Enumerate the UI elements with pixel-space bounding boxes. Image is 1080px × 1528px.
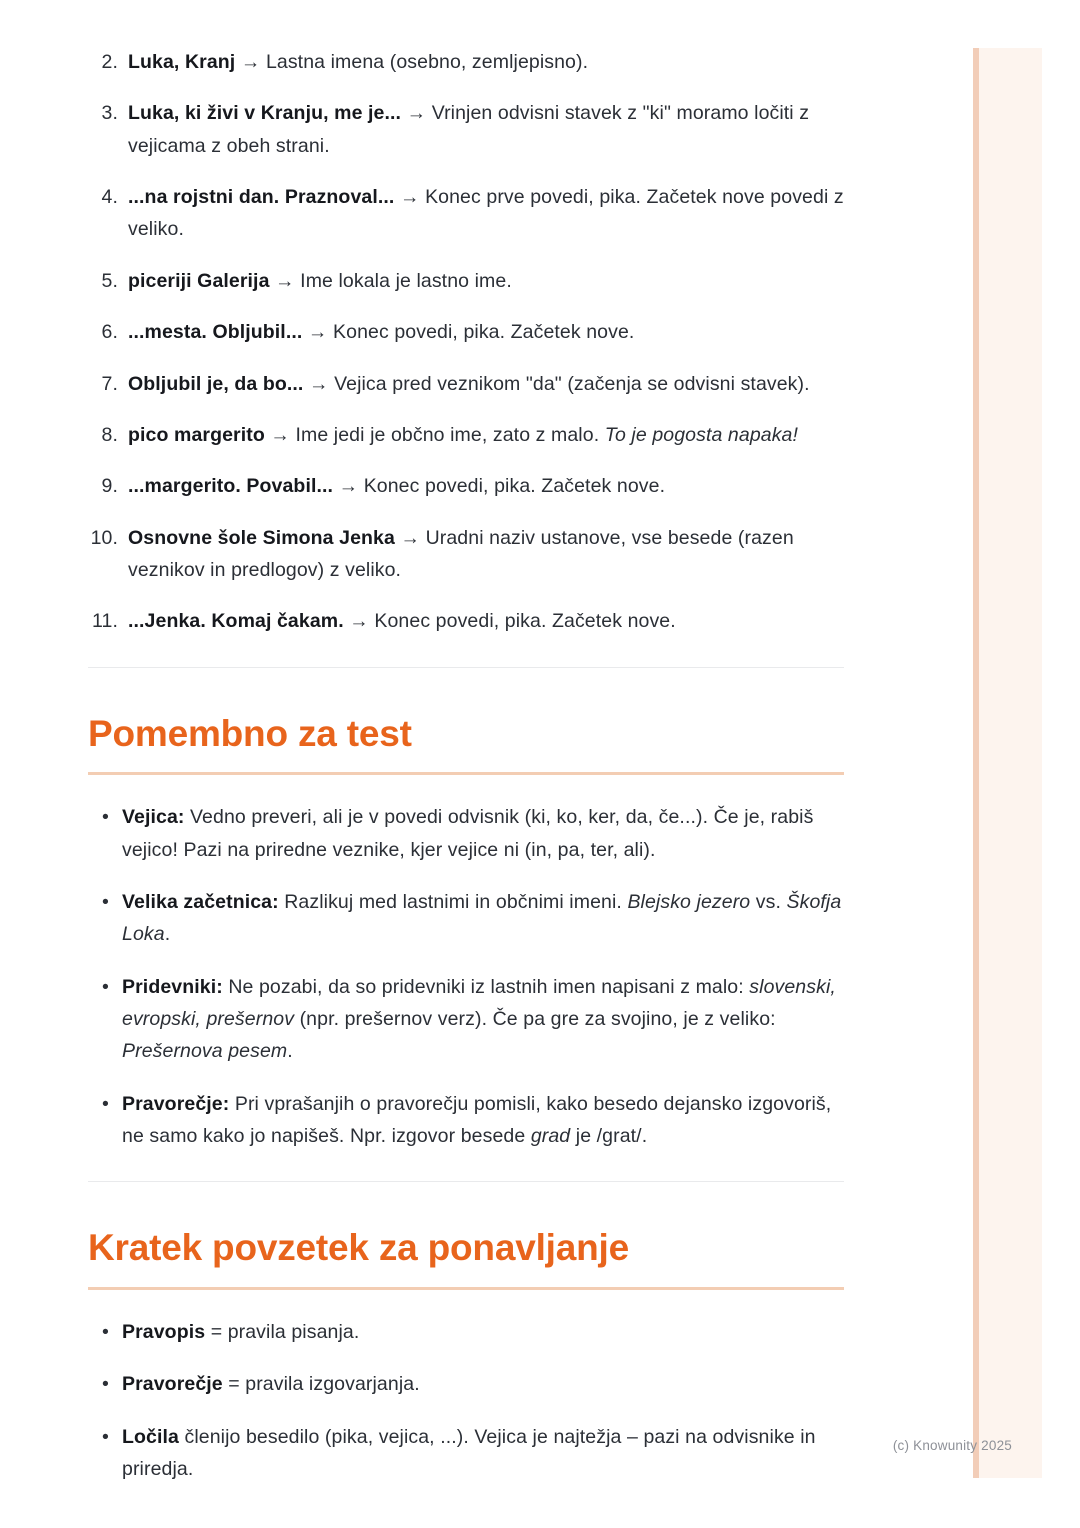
important-list-item [88,971,844,1068]
rule-item-explanation: Konec povedi, pika. Začetek nove. [333,321,635,344]
rule-item-explanation: Vejica pred veznikom "da" (začenja se odvisni stavek). [334,372,810,395]
rule-item-term: ...Jenka. Komaj čakam. [128,610,344,633]
important-item-label: Velika začetnica: [122,890,279,913]
important-item-emphasis: grad [530,1125,571,1148]
summary-item-text: = pravila izgovarjanja. [222,1373,420,1396]
summary-bullet-list [88,1316,844,1485]
bullet-icon: • [102,806,109,829]
important-item-emphasis: slovenski, evropski, prešernov [122,975,836,1031]
rule-item-number: 8. [101,423,118,446]
rule-list-item [88,316,844,348]
arrow-icon: → [394,526,426,549]
rule-list-item [88,605,844,637]
arrow-icon: → [343,610,375,633]
important-list-item [88,886,844,951]
rule-item-term: Luka, Kranj [128,51,236,73]
arrow-icon: → [235,51,266,73]
summary-section-heading: Kratek povzetek za ponavljanje [88,1227,629,1269]
page-edge-decoration [973,48,1042,1478]
arrow-icon: → [269,269,301,292]
summary-item-text: = pravila pisanja. [205,1321,360,1343]
bullet-icon: • [102,975,109,998]
rule-item-term: Luka, ki živi v Kranju, me je... [128,102,402,125]
rule-item-term: ...mesta. Obljubil... [128,321,303,344]
rule-item-term: ...margerito. Povabil... [128,475,334,498]
rule-item-number: 4. [101,186,118,209]
important-section [88,713,844,1153]
rule-item-number: 2. [101,51,118,73]
summary-list-item [88,1368,844,1400]
rule-item-term: piceriji Galerija [128,269,270,292]
important-item-text: Razlikuj med lastnimi in občnimi imeni. [278,890,628,913]
rule-item-explanation: Konec prve povedi, pika. Začetek nove povedi z veliko. [128,186,844,241]
rule-list-item [88,368,844,400]
important-item-emphasis: Blejsko jezero [627,890,751,913]
rule-item-emphasis: To je pogosta napaka! [604,423,799,446]
bullet-icon: • [102,1321,109,1343]
important-item-text: . [287,1040,293,1063]
rule-list-item [88,46,844,78]
rule-item-number: 9. [101,475,118,498]
rule-item-explanation: Konec povedi, pika. Začetek nove. [374,610,676,633]
important-list-item [88,801,844,866]
rule-item-explanation: Konec povedi, pika. Začetek nove. [363,475,666,498]
rule-item-number: 6. [101,321,118,344]
copyright-watermark: (c) Knowunity 2025 [892,1438,1012,1453]
important-item-emphasis: Škofja Loka [122,890,842,946]
rule-list-item [88,97,844,162]
section-divider-1 [88,667,844,668]
summary-list-item [88,1421,844,1486]
summary-item-label: Pravorečje [122,1373,223,1396]
rule-list-item [88,181,844,246]
numbered-rules-list [88,46,844,638]
important-item-emphasis: Prešernova pesem [122,1040,288,1063]
arrow-icon: → [333,475,364,498]
important-bullet-list [88,801,844,1152]
rule-item-explanation: Lastna imena (osebno, zemljepisno). [265,51,589,73]
important-item-text: Ne pozabi, da so pridevniki iz lastnih imen napisani z malo: [222,975,750,998]
important-list-item [88,1088,844,1153]
rule-item-explanation: Vrinjen odvisni stavek z "ki" moramo ločiti z vejicama z obeh strani. [128,102,810,157]
rule-item-number: 5. [101,269,118,292]
important-item-text: je /grat/. [570,1125,648,1148]
rule-item-explanation: Uradni naziv ustanove, vse besede (razen veznikov in predlogov) z veliko. [128,526,794,581]
heading-underline [88,772,844,775]
summary-item-label: Ločila [122,1425,179,1448]
summary-item-text: členijo besedilo (pika, vejica, ...). Vejica je najtežja – pazi na odvisnike in priredja. [122,1425,816,1481]
important-item-text: Pri vprašanjih o pravorečju pomisli, kako besedo dejansko izgovoriš, ne samo kako jo napišeš. Npr. izgovor besede [122,1092,832,1148]
rule-item-term: Osnovne šole Simona Jenka [128,526,395,549]
bullet-icon: • [102,1425,109,1448]
rule-item-number: 11. [92,610,118,633]
important-item-text: (npr. prešernov verz). Če pa gre za svojino, je z veliko: [294,1008,776,1031]
rule-item-number: 7. [101,372,118,395]
rule-item-number: 3. [101,102,118,125]
rule-list-item [88,419,844,451]
important-item-text: vs. [750,890,787,913]
arrow-icon: → [401,102,432,125]
rule-list-item [88,470,844,502]
heading-underline [88,1287,844,1290]
rule-list-item [88,522,844,587]
arrow-icon: → [303,372,335,395]
rule-list-item [88,265,844,297]
important-section-heading: Pomembno za test [88,712,412,754]
important-item-text: Vedno preveri, ali je v povedi odvisnik (ki, ko, ker, da, če...). Če je, rabiš vejico! Pazi na priredne veznike, kjer vejice ni (in, pa, ter, ali). [122,806,814,861]
rule-item-term: ...na rojstni dan. Praznoval... [128,186,395,209]
important-item-text: . [164,923,171,946]
summary-item-label: Pravopis [122,1321,206,1343]
important-item-label: Pridevniki: [122,975,223,998]
arrow-icon: → [302,321,334,344]
summary-section [88,1227,844,1485]
bullet-icon: • [102,1373,109,1396]
bullet-icon: • [102,890,109,913]
bullet-icon: • [102,1092,109,1115]
summary-list-item [88,1316,844,1348]
rule-item-term: Obljubil je, da bo... [128,372,304,395]
rule-item-term: pico margerito [128,423,265,446]
rule-item-number: 10. [90,526,118,549]
rule-item-explanation: Ime jedi je občno ime, zato z malo. [295,423,605,446]
rule-item-explanation: Ime lokala je lastno ime. [300,269,512,292]
section-divider-2 [88,1181,844,1182]
arrow-icon: → [264,423,296,446]
important-item-label: Pravorečje: [122,1092,230,1115]
arrow-icon: → [394,186,426,209]
important-item-label: Vejica: [122,806,185,829]
